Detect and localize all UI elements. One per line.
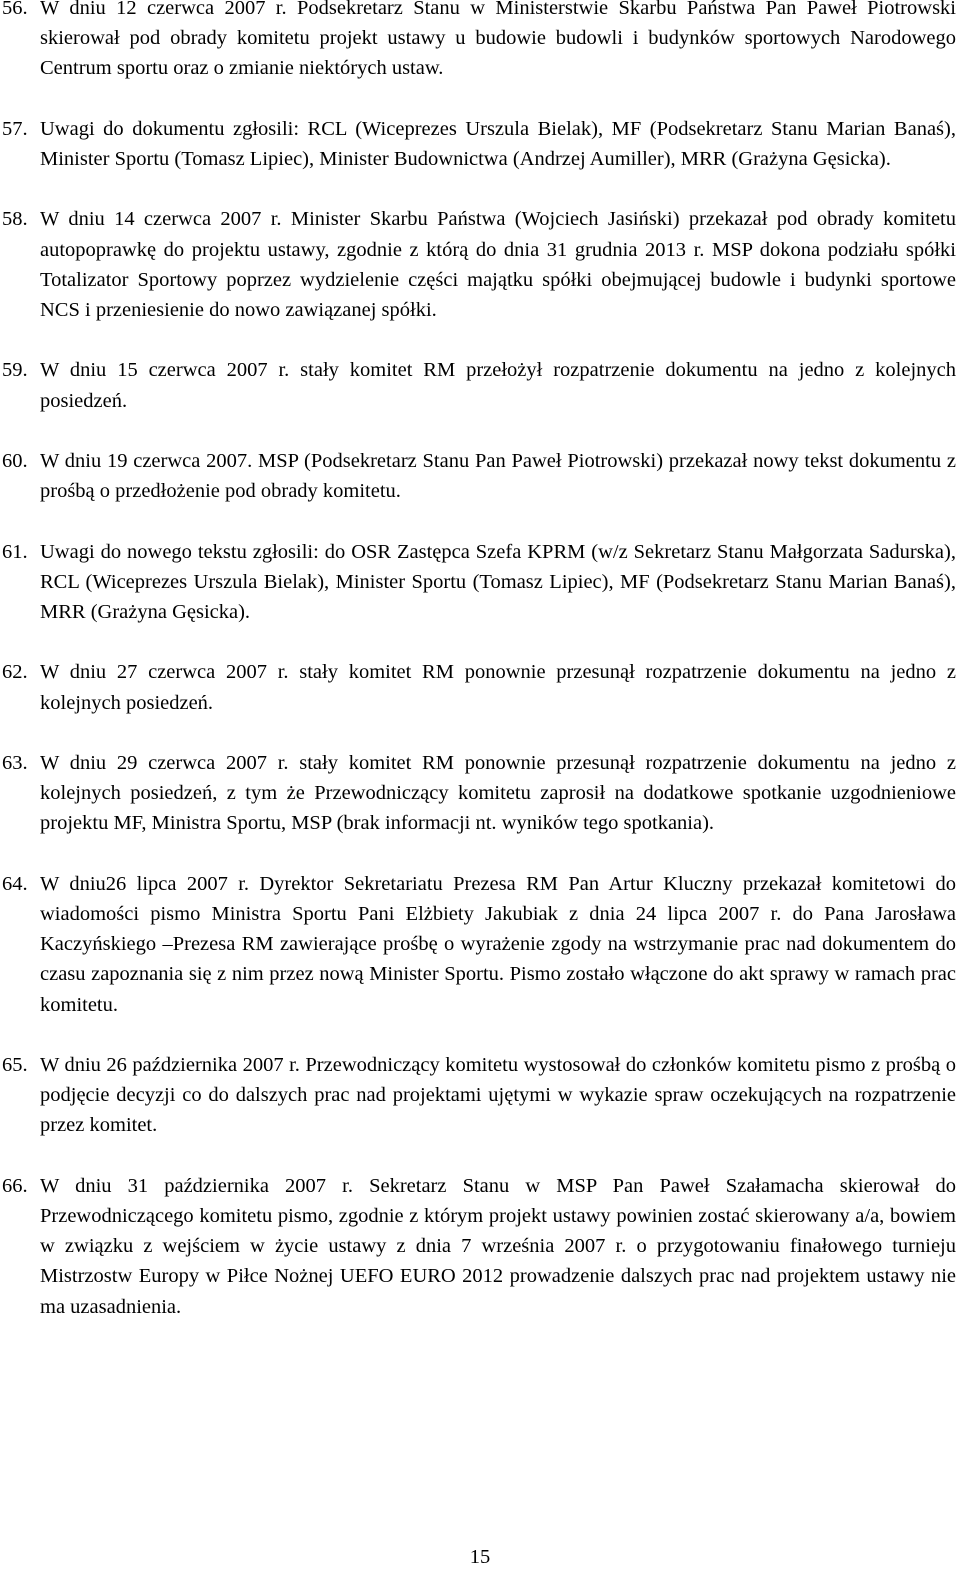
entry-text: W dniu 14 czerwca 2007 r. Minister Skarbu Państwa (Wojciech Jasiński) przekazał pod obrady komitetu autopoprawkę do projektu ustawy, zgodnie z którą do dnia 31 grudnia 2013 r. MSP dokona podziału spółki Totalizator Sportowy poprzez wydzielenie części majątku spółki obejmującej budowle i budynki sportowe NCS i przeniesienie do nowo zawiązanej spółki. bbox=[40, 208, 956, 321]
list-item bbox=[2, 0, 956, 84]
entry-text: W dniu26 lipca 2007 r. Dyrektor Sekretariatu Prezesa RM Pan Artur Kluczny przekazał komitetowi do wiadomości pismo Ministra Sportu Pani Elżbiety Jakubiak z dnia 24 lipca 2007 r. do Pana Jarosława Kaczyńskiego –Prezesa RM zawierające prośbę o wyrażenie zgody na wstrzymanie prac nad dokumentem do czasu zapoznania się z nim przez nową Minister Sportu. Pismo zostało włączone do akt sprawy w ramach prac komitetu. bbox=[40, 872, 956, 1016]
list-item bbox=[2, 446, 956, 506]
entry-text: W dniu 12 czerwca 2007 r. Podsekretarz Stanu w Ministerstwie Skarbu Państwa Pan Paweł Piotrowski skierował pod obrady komitetu projekt ustawy u budowie budowli i budynków sportowych Narodowego Centrum sportu oraz o zmianie niektórych ustaw. bbox=[40, 0, 956, 80]
entry-number: 60. bbox=[2, 449, 28, 472]
entry-number: 56. bbox=[2, 0, 28, 19]
entry-text: Uwagi do dokumentu zgłosili: RCL (Wiceprezes Urszula Bielak), MF (Podsekretarz Stanu Marian Banaś), Minister Sportu (Tomasz Lipiec), Minister Budownictwa (Andrzej Aumiller), MRR (Grażyna Gęsicka). bbox=[40, 117, 956, 170]
entry-number: 59. bbox=[2, 359, 28, 382]
entry-text: W dniu 29 czerwca 2007 r. stały komitet RM ponownie przesunął rozpatrzenie dokumentu na jedno z kolejnych posiedzeń, z tym że Przewodniczący komitetu zaprosił na dodatkowe spotkanie uzgodnieniowe projektu MF, Ministra Sportu, MSP (brak informacji nt. wyników tego spotkania). bbox=[40, 751, 956, 835]
list-item bbox=[2, 748, 956, 839]
entry-text: Uwagi do nowego tekstu zgłosili: do OSR Zastępca Szefa KPRM (w/z Sekretarz Stanu Małgorzata Sadurska), RCL (Wiceprezes Urszula Bielak), Minister Sportu (Tomasz Lipiec), MF (Podsekretarz Stanu Marian Banaś), MRR (Grażyna Gęsicka). bbox=[40, 540, 956, 623]
entry-number: 62. bbox=[2, 661, 28, 684]
entry-text: W dniu 15 czerwca 2007 r. stały komitet RM przełożył rozpatrzenie dokumentu na jedno z kolejnych posiedzeń. bbox=[40, 359, 956, 412]
entry-number: 63. bbox=[2, 751, 28, 774]
list-item bbox=[2, 657, 956, 717]
list-item bbox=[2, 537, 956, 628]
list-item bbox=[2, 1050, 956, 1141]
list-item bbox=[2, 114, 956, 174]
list-item bbox=[2, 869, 956, 1020]
list-item bbox=[2, 204, 956, 325]
entry-number: 64. bbox=[2, 872, 28, 895]
entry-number: 57. bbox=[2, 117, 28, 140]
entry-number: 58. bbox=[2, 208, 28, 231]
numbered-entry-list bbox=[2, 0, 956, 1352]
list-item bbox=[2, 1171, 956, 1322]
entry-number: 66. bbox=[2, 1174, 28, 1197]
entry-number: 65. bbox=[2, 1053, 28, 1076]
entry-text: W dniu 26 października 2007 r. Przewodniczący komitetu wystosował do członków komitetu pismo z prośbą o podjęcie decyzji co do dalszych prac nad projektami ujętymi w wykazie spraw oczekujących na rozpatrzenie przez komitet. bbox=[40, 1053, 956, 1137]
page-number: 15 bbox=[469, 1546, 491, 1568]
list-item bbox=[2, 355, 956, 415]
entry-text: W dniu 31 października 2007 r. Sekretarz Stanu w MSP Pan Paweł Szałamacha skierował do Przewodniczącego komitetu pismo, zgodnie z którym projekt ustawy powinien zostać skierowany a/a, bowiem w związku z wejściem w życie ustawy z dnia 7 września 2007 r. o przygotowaniu finałowego turnieju Mistrzostw Europy w Piłce Nożnej UEFO EURO 2012 prowadzenie dalszych prac nad projektem ustawy nie ma uzasadnienia. bbox=[40, 1174, 956, 1318]
entry-text: W dniu 27 czerwca 2007 r. stały komitet RM ponownie przesunął rozpatrzenie dokumentu na jedno z kolejnych posiedzeń. bbox=[40, 661, 956, 714]
entry-number: 61. bbox=[2, 540, 28, 563]
entry-text: W dniu 19 czerwca 2007. MSP (Podsekretarz Stanu Pan Paweł Piotrowski) przekazał nowy tekst dokumentu z prośbą o przedłożenie pod obrady komitetu. bbox=[40, 449, 956, 503]
